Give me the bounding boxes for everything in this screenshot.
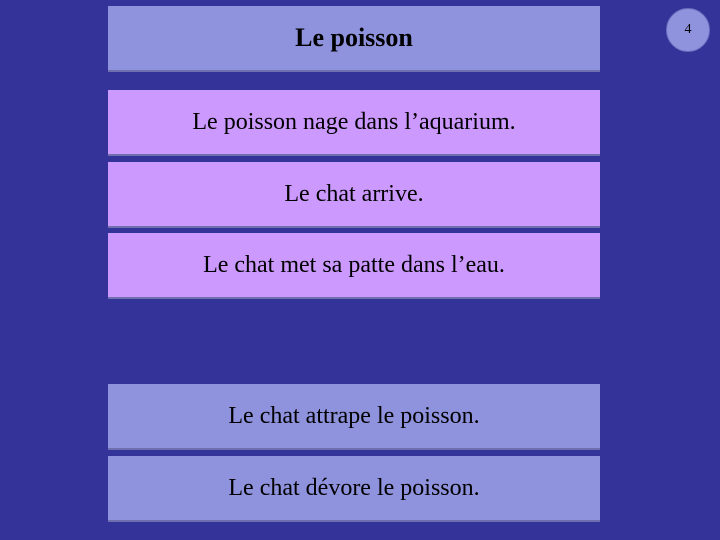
sentence-card-4[interactable]: Le chat attrape le poisson. <box>108 384 600 450</box>
sentence-card-2[interactable]: Le chat arrive. <box>108 162 600 228</box>
page-title: Le poisson <box>108 6 600 72</box>
sentence-card-1[interactable]: Le poisson nage dans l’aquarium. <box>108 90 600 156</box>
page-number-badge: 4 <box>666 8 710 52</box>
sentence-card-3[interactable]: Le chat met sa patte dans l’eau. <box>108 233 600 299</box>
sentence-card-5[interactable]: Le chat dévore le poisson. <box>108 456 600 522</box>
